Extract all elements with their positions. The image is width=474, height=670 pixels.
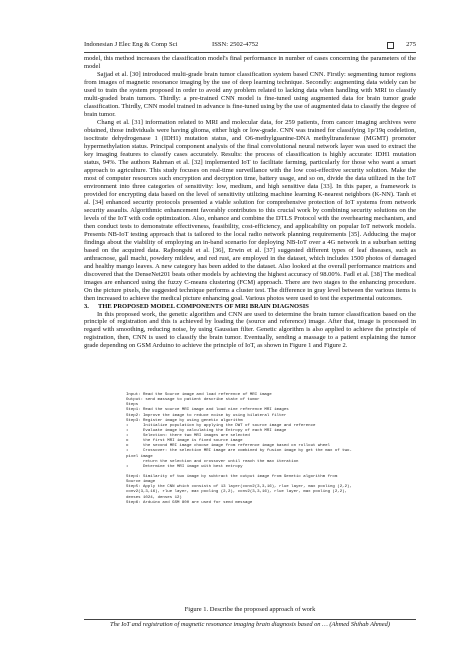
algorithm-line: • Selection: there two MRI images are selected [126, 434, 250, 438]
algorithm-line: • Initialize population by applying the DWT of source image and reference [126, 423, 316, 428]
algorithm-line: Output: send massage to patient describe state of tumor [126, 398, 260, 403]
algorithm-line: Input: Read the Source image and load reference of MRI image [126, 393, 272, 397]
header-box-icon [387, 42, 394, 49]
figure-caption: Figure 1. Describe the proposed approach of work [184, 606, 316, 613]
page-header [84, 38, 416, 52]
page-footer: The IoT and registration of magnetic resonance imaging brain diagnosis based on … (Ahmed Shihab Ahmed) [110, 621, 390, 628]
algorithm-line: • Crossover: the selection MRI image are combined by fusion image by get the max of two-pixel image [126, 449, 352, 459]
algorithm-line: • Determine the MRI image with best entropy [126, 464, 243, 469]
section-number: 3. [84, 302, 89, 310]
algorithm-line: Step1: Read the source MRI image and load nine reference MRI images [126, 408, 289, 413]
algorithm-line: • Evaluate image by calculating the Entropy of each MRI image [126, 428, 287, 433]
paragraph-2: Sajjad et al. [30] introduced multi-grade brain tumor classification system based CNN. Firstly: segmenting tumor regions from images of magnetic resonance imaging by the use of deep learning technique. Secondly: augmenting data widely can be used to train the system proposed in order to avoid any problem related to lacking data when handling with MRI to classify multi-graded brain tumors. Thirdly: a pre-trained CNN model is fine-tuned using augmented data for brain tumor grade classification. Thirdly, CNN model trained in advance is fine-tuned using by the use of augmented data to classify the degree of brain tumor. [84, 70, 416, 118]
algorithm-line: Step6: Arduino and GSM 800 are used for send message [126, 500, 253, 505]
algorithm-figure [126, 393, 354, 506]
journal-name: Indonesian J Elec Eng & Comp Sci [84, 41, 178, 48]
issn: ISSN: 2502-4752 [212, 41, 259, 48]
paragraph-4: In this proposed work, the genetic algorithm and CNN are used to determine the brain tumor classification based on the principle of registration and this is achieved by loading the (source and reference) image. After that, image is processed in regard with smoothing, reducing noise, by using Gaussian filter. Genetic algorithm is also applied to achieve the principle of registration, then, CNN is used to classify the brain tumor. Eventually, sending a massage to a patient explaining the tumor grade depending on GSM Arduino to achieve the principle of IoT, as shown in Figure 1 and Figure 2. [84, 310, 416, 350]
algorithm-line: Step2: Improve the image to reduce noise by using bilateral filter [126, 413, 287, 418]
page-number: 275 [406, 41, 416, 48]
algorithm-line: Steps [126, 403, 139, 408]
algorithm-line: return the selection and crossover until reach the max iteration [126, 459, 299, 464]
algorithm-line: Step4: Similarity of two image by subtract the output image from Genetic algorithm from Source image [126, 475, 340, 485]
algorithm-line: Step5: Apply the CNN which consists of 13 layer(conv2(3,3,16), rlue layer, max pooling (2,2), conv2(3,3,16), rlue layer, max pooling (2,2), conv2(3,3,16), rlue layer, max pooling (2,2), denses 1024, denses 12) [126, 485, 355, 500]
body-text [84, 55, 416, 350]
algorithm-line: o the first MRI image is fixed source image [126, 439, 243, 444]
paragraph-1: model, this method increases the classification model's final performance in number of cases concerning the parameters of the model [84, 55, 416, 70]
footer-rule [84, 619, 416, 620]
header-rule [84, 52, 416, 53]
section-heading [84, 303, 416, 311]
paragraph-3: Chang et al. [31] information related to MRI and molecular data, for 259 patients, from cancer imaging archives were obtained, those individuals were having glioma, either high or low-grade. CNN was trained for classifying 1p/19q codeletion, isocitrate dehydrogenase 1 (IDH1) mutation status, and O6-methylguanine-DNA methyltransferase (MGMT) promoter hypermethylation status. Principal component analysis of the final convolutional neural network layer was used to extract the key imaging features to classify cases accurately. Results: the process of classification is highly accurate: IDH1 mutation status, 94%. The authors Rahman et al. [32] implemented IoT to facilitate farming, particularly for those who want a smart approach to agriculture. This study focuses on real-time surveillance with the low cost-effective security solution. Make the most of computer resources such encryption and decryption time, battery usage, and so on, divide the data utilized in the IoT environment into three categories of sensitivity: low, medium, and high sensitive data [33]. In this paper, a framework is provided for encrypting data based on the level of sensitivity utilizing machine learning K-nearest neighbors (K-NN). Tanh et al. [34] enhanced security protocols presented a viable solution for comprehensive protection of IoT systems from network security assaults. Algorithmic enhancement favorably contributes to this crucial work by combining security solutions on the levels of the IoT with code optimization. Also, enhance and combine the DTLS Protocol with the overhearing mechanism, and then conduct tests to demonstrate effectiveness, feasibility, cost-efficiency, and applicability on popular IoT network models. Presents NB-IoT testing approach that is tailored to the local radio network planning requirements [35]. Adducing the major findings about the viability of employing an in-band scenario for deploying NB-IoT over a 4G network in a suburban setting based on the acquired data. Rajbongshi et al. [36], Erwin et al. [37] suggested different types of leaf diseases, such as anthracnose, gall machi, powdery mildew, and red rust, are employed in the dataset, which includes 1500 photos of damaged and healthy mango leaves. A new category has been added to the dataset. Also looked at the overall performance matrices and discovered that the DenseNet201 beats other models by achieving the highest accuracy of 98.00%. Fadl et al. [38] The medical images are enhanced using the fuzzy C-means clustering (FCM) approach. There are two stages to the enhancing procedure. On the picture pixels, the suggested technique performs a cluster test. The difference in gray level between the various items is then increased to achieve the medical picture enhancing goal. Various photos were used to test the experimental outcomes. [84, 118, 416, 302]
algorithm-line: o the second MRI image choose image from reference image based on rollout wheel [126, 444, 330, 449]
algorithm-line: Step3: Register image by using genetic algorithm [126, 418, 243, 423]
section-title: THE PROPOSED MODEL COMPONENTS OF MRI BRAIN DIAGNOSIS [98, 302, 309, 310]
